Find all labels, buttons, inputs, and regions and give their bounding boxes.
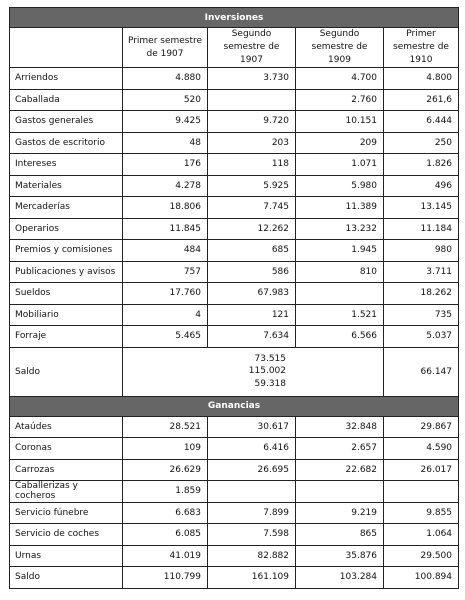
inversiones-cell: 980	[384, 240, 459, 262]
ganancias-cell: 26.017	[384, 459, 459, 481]
inversiones-cell: 586	[208, 261, 296, 283]
inversiones-cell: 18.806	[123, 197, 208, 219]
inversiones-saldo-row	[10, 347, 459, 396]
inversiones-cell: 13.145	[384, 197, 459, 219]
inversiones-row-label: Forraje	[10, 326, 123, 348]
inversiones-cell: 757	[123, 261, 208, 283]
ganancias-row-label: Servicio de coches	[10, 524, 123, 546]
inversiones-cell: 5.037	[384, 326, 459, 348]
financial-table	[9, 7, 459, 589]
ganancias-row-label: Coronas	[10, 438, 123, 460]
inversiones-row	[10, 304, 459, 326]
ganancias-cell: 41.019	[123, 545, 208, 567]
inversiones-cell: 7.634	[208, 326, 296, 348]
inversiones-cell: 48	[123, 132, 208, 154]
ganancias-cell	[208, 481, 296, 503]
ganancias-cell: 100.894	[384, 567, 459, 589]
ganancias-row	[10, 545, 459, 567]
inversiones-cell: 261,6	[384, 89, 459, 111]
inversiones-cell: 17.760	[123, 283, 208, 305]
inversiones-cell: 496	[384, 175, 459, 197]
inversiones-cell: 209	[296, 132, 384, 154]
inversiones-cell: 2.760	[296, 89, 384, 111]
ganancias-row-label: Urnas	[10, 545, 123, 567]
inversiones-cell: 67.983	[208, 283, 296, 305]
inversiones-cell: 6.566	[296, 326, 384, 348]
inversiones-cell: 250	[384, 132, 459, 154]
ganancias-cell: 9.219	[296, 502, 384, 524]
ganancias-cell: 6.085	[123, 524, 208, 546]
ganancias-row	[10, 481, 459, 503]
ganancias-row-label: Carrozas	[10, 459, 123, 481]
ganancias-row-label: Ataúdes	[10, 416, 123, 438]
ganancias-row	[10, 567, 459, 589]
ganancias-cell: 26.629	[123, 459, 208, 481]
inversiones-cell: 203	[208, 132, 296, 154]
inversiones-row	[10, 132, 459, 154]
inversiones-cell: 18.262	[384, 283, 459, 305]
ganancias-cell	[384, 481, 459, 503]
ganancias-cell: 35.876	[296, 545, 384, 567]
ganancias-cell: 110.799	[123, 567, 208, 589]
ganancias-cell: 7.899	[208, 502, 296, 524]
inversiones-saldo-middle-cell	[123, 347, 384, 396]
inversiones-saldo-last-value: 66.147	[384, 347, 459, 396]
inversiones-saldo-value: 115.002	[248, 366, 286, 377]
inversiones-cell	[208, 89, 296, 111]
inversiones-row-label: Mobiliario	[10, 304, 123, 326]
inversiones-cell: 1.521	[296, 304, 384, 326]
ganancias-row	[10, 502, 459, 524]
inversiones-cell: 11.184	[384, 218, 459, 240]
inversiones-row-label: Intereses	[10, 154, 123, 176]
inversiones-cell: 118	[208, 154, 296, 176]
ganancias-cell	[296, 481, 384, 503]
ganancias-cell: 109	[123, 438, 208, 460]
inversiones-cell: 9.720	[208, 111, 296, 133]
inversiones-row-label: Gastos de escritorio	[10, 132, 123, 154]
inversiones-row-label: Operarios	[10, 218, 123, 240]
inversiones-row-label: Materiales	[10, 175, 123, 197]
inversiones-cell: 810	[296, 261, 384, 283]
ganancias-row-label: Caballerizas y cocheros	[10, 481, 123, 503]
ganancias-cell: 2.657	[296, 438, 384, 460]
inversiones-cell: 3.711	[384, 261, 459, 283]
inversiones-cell: 1.945	[296, 240, 384, 262]
ganancias-cell: 32.848	[296, 416, 384, 438]
inversiones-cell: 121	[208, 304, 296, 326]
ganancias-header-row	[10, 396, 459, 416]
inversiones-cell: 11.845	[123, 218, 208, 240]
inversiones-row	[10, 89, 459, 111]
inversiones-cell: 1.071	[296, 154, 384, 176]
inversiones-cell: 13.232	[296, 218, 384, 240]
ganancias-cell: 82.882	[208, 545, 296, 567]
inversiones-row-label: Mercaderías	[10, 197, 123, 219]
inversiones-cell: 520	[123, 89, 208, 111]
inversiones-saldo-value: 73.515	[254, 353, 286, 364]
ganancias-cell: 28.521	[123, 416, 208, 438]
ganancias-cell: 29.867	[384, 416, 459, 438]
column-header-3: Segundo semestre de 1909	[296, 28, 384, 68]
ganancias-cell: 29.500	[384, 545, 459, 567]
inversiones-row	[10, 326, 459, 348]
inversiones-cell: 7.745	[208, 197, 296, 219]
ganancias-cell: 161.109	[208, 567, 296, 589]
ganancias-cell: 22.682	[296, 459, 384, 481]
inversiones-cell: 1.826	[384, 154, 459, 176]
ganancias-title: Ganancias	[10, 396, 459, 416]
inversiones-row-label: Sueldos	[10, 283, 123, 305]
inversiones-row	[10, 154, 459, 176]
inversiones-cell: 5.925	[208, 175, 296, 197]
column-header-4: Primer semestre de 1910	[384, 28, 459, 68]
inversiones-row	[10, 68, 459, 90]
inversiones-cell	[296, 283, 384, 305]
column-header-row	[10, 28, 459, 68]
ganancias-cell: 1.859	[123, 481, 208, 503]
inversiones-cell: 4	[123, 304, 208, 326]
inversiones-cell: 685	[208, 240, 296, 262]
inversiones-row-label: Arriendos	[10, 68, 123, 90]
ganancias-row-label: Servicio fúnebre	[10, 502, 123, 524]
inversiones-cell: 5.465	[123, 326, 208, 348]
inversiones-row	[10, 261, 459, 283]
ganancias-row	[10, 416, 459, 438]
inversiones-row-label: Premios y comisiones	[10, 240, 123, 262]
inversiones-cell: 4.800	[384, 68, 459, 90]
inversiones-row	[10, 240, 459, 262]
ganancias-cell: 6.683	[123, 502, 208, 524]
ganancias-cell: 4.590	[384, 438, 459, 460]
ganancias-cell: 7.598	[208, 524, 296, 546]
inversiones-cell: 4.880	[123, 68, 208, 90]
ganancias-row	[10, 438, 459, 460]
inversiones-row-label: Publicaciones y avisos	[10, 261, 123, 283]
inversiones-row-label: Caballada	[10, 89, 123, 111]
inversiones-cell: 10.151	[296, 111, 384, 133]
inversiones-cell: 12.262	[208, 218, 296, 240]
inversiones-cell: 4.278	[123, 175, 208, 197]
inversiones-cell: 11.389	[296, 197, 384, 219]
inversiones-row	[10, 111, 459, 133]
inversiones-cell: 5.980	[296, 175, 384, 197]
financial-table-container	[9, 7, 458, 589]
inversiones-saldo-value: 59.318	[254, 378, 286, 389]
ganancias-row	[10, 459, 459, 481]
inversiones-cell: 9.425	[123, 111, 208, 133]
inversiones-cell: 484	[123, 240, 208, 262]
column-header-1: Primer semestre de 1907	[123, 28, 208, 68]
inversiones-row	[10, 218, 459, 240]
ganancias-cell: 30.617	[208, 416, 296, 438]
inversiones-cell: 735	[384, 304, 459, 326]
ganancias-row-label: Saldo	[10, 567, 123, 589]
ganancias-cell: 26.695	[208, 459, 296, 481]
inversiones-row	[10, 283, 459, 305]
inversiones-cell: 6.444	[384, 111, 459, 133]
inversiones-saldo-label: Saldo	[10, 347, 123, 396]
inversiones-cell: 176	[123, 154, 208, 176]
ganancias-cell: 103.284	[296, 567, 384, 589]
inversiones-row-label: Gastos generales	[10, 111, 123, 133]
ganancias-cell: 6.416	[208, 438, 296, 460]
inversiones-header-row	[10, 8, 459, 28]
column-header-blank	[10, 28, 123, 68]
ganancias-cell: 9.855	[384, 502, 459, 524]
ganancias-cell: 1.064	[384, 524, 459, 546]
inversiones-title: Inversiones	[10, 8, 459, 28]
inversiones-cell: 4.700	[296, 68, 384, 90]
inversiones-row	[10, 175, 459, 197]
column-header-2: Segundo semestre de 1907	[208, 28, 296, 68]
inversiones-row	[10, 197, 459, 219]
inversiones-cell: 3.730	[208, 68, 296, 90]
ganancias-row	[10, 524, 459, 546]
ganancias-cell: 865	[296, 524, 384, 546]
